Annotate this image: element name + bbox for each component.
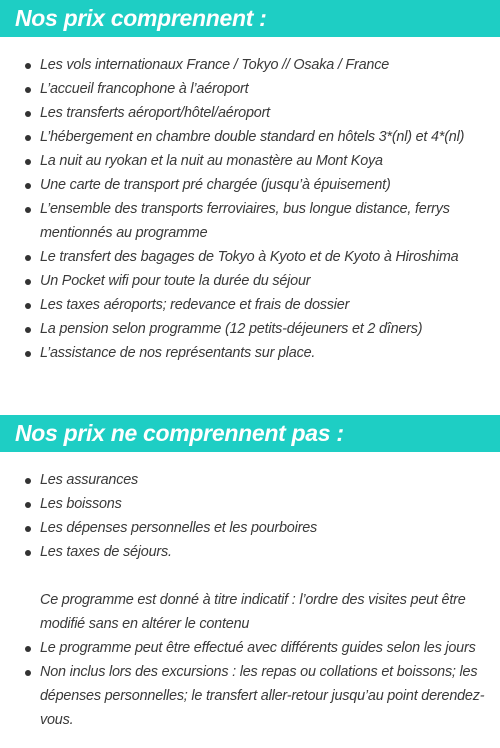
bullet-icon: [25, 303, 31, 309]
note-item: Le programme peut être effectué avec différents guides selon les jours: [0, 636, 500, 660]
bullet-icon: [25, 207, 31, 213]
bullet-icon: [25, 135, 31, 141]
included-item: La nuit au ryokan et la nuit au monastère au Mont Koya: [0, 149, 500, 173]
bullet-icon: [25, 183, 31, 189]
included-item: L’ensemble des transports ferroviaires, bus longue distance, ferrys mentionnés au programme: [0, 197, 500, 245]
bullet-icon: [25, 670, 31, 676]
excluded-item: Les boissons: [0, 492, 500, 516]
bullet-icon: [25, 63, 31, 69]
bullet-icon: [25, 502, 31, 508]
bullet-icon: [25, 478, 31, 484]
excluded-item: Les assurances: [0, 468, 500, 492]
bullet-icon: [25, 526, 31, 532]
excluded-heading: Nos prix ne comprennent pas :: [15, 420, 344, 446]
included-heading: Nos prix comprennent :: [15, 5, 267, 31]
excluded-item: Les dépenses personnelles et les pourboires: [0, 516, 500, 540]
bullet-icon: [25, 159, 31, 165]
included-item: L’assistance de nos représentants sur place.: [0, 341, 500, 365]
excluded-list: [0, 468, 500, 564]
included-item: Les transferts aéroport/hôtel/aéroport: [0, 101, 500, 125]
bullet-icon: [25, 646, 31, 652]
included-item: Les taxes aéroports; redevance et frais de dossier: [0, 293, 500, 317]
included-item: L’hébergement en chambre double standard en hôtels 3*(nl) et 4*(nl): [0, 125, 500, 149]
notes-list: [0, 636, 500, 732]
included-item: Le transfert des bagages de Tokyo à Kyoto et de Kyoto à Hiroshima: [0, 245, 500, 269]
bullet-icon: [25, 351, 31, 357]
note-item: Non inclus lors des excursions : les repas ou collations et boissons; les dépenses personnelles; le transfert aller-retour jusqu’au point derendez-vous.: [0, 660, 500, 732]
included-section-header: [0, 0, 500, 37]
excluded-section-header: [0, 415, 500, 452]
program-disclaimer: Ce programme est donné à titre indicatif : l’ordre des visites peut être modifié sans en altérer le contenu: [40, 592, 466, 632]
included-list: [0, 53, 500, 365]
included-item: Un Pocket wifi pour toute la durée du séjour: [0, 269, 500, 293]
included-item: L’accueil francophone à l’aéroport: [0, 77, 500, 101]
included-item: La pension selon programme (12 petits-déjeuners et 2 dîners): [0, 317, 500, 341]
included-item: Les vols internationaux France / Tokyo // Osaka / France: [0, 53, 500, 77]
bullet-icon: [25, 111, 31, 117]
bullet-icon: [25, 279, 31, 285]
bullet-icon: [25, 255, 31, 261]
bullet-icon: [25, 327, 31, 333]
bullet-icon: [25, 550, 31, 556]
included-item: Une carte de transport pré chargée (jusqu’à épuisement): [0, 173, 500, 197]
excluded-item: Les taxes de séjours.: [0, 540, 500, 564]
bullet-icon: [25, 87, 31, 93]
